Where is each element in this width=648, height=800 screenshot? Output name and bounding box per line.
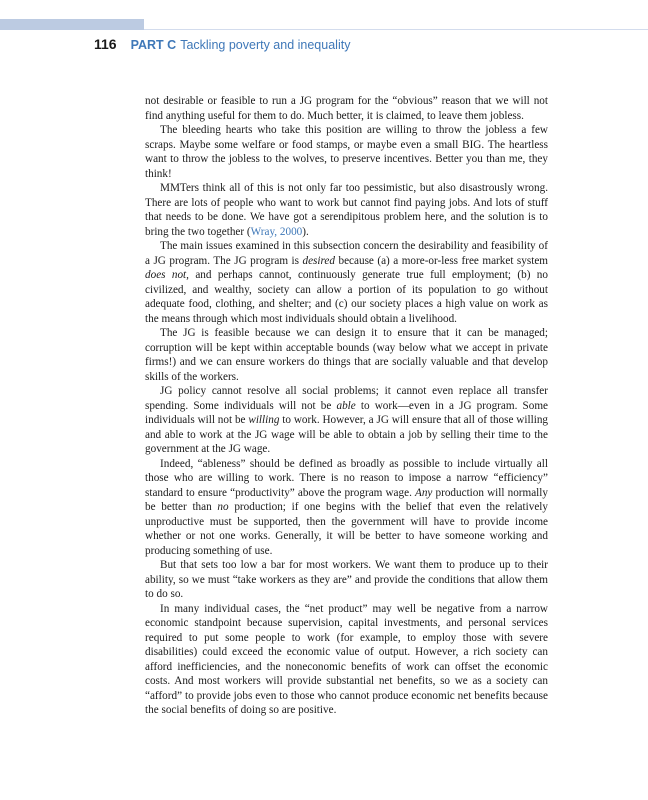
header-color-bar [0, 19, 144, 30]
paragraph [145, 457, 548, 559]
paragraph-text: The JG is feasible because we can design it to ensure that it can be managed; corruption will be kept within acceptable bounds (way below what we accept in private firms!) and we can ensure workers do things that are socially valuable and that develop skills of the workers. [145, 327, 548, 383]
body-text [145, 94, 548, 718]
paragraph-text: not desirable or feasible to run a JG program for the “obvious” reason that we will not find anything useful for them to do. Much better, it is claimed, to leave them jobless. [145, 95, 548, 122]
paragraph-text: production; if one begins with the belief that even the relatively unproductive must be supported, then the government will have to provide income whether or not one works. Generally, it will be better to have someone working and producing something of use. [145, 501, 548, 557]
page-number: 116 [94, 36, 117, 52]
paragraph [145, 123, 548, 181]
paragraph [145, 384, 548, 457]
paragraph-text: The main issues examined in this subsection concern the desirability and feasibility of a JG program. The JG program is [145, 240, 548, 267]
paragraph [145, 558, 548, 602]
paragraph [145, 602, 548, 718]
paragraph [145, 326, 548, 384]
paragraph-text: The bleeding hearts who take this position are willing to throw the jobless a few scraps. Maybe some welfare or food stamps, or maybe even a small BIG. The heartless want to throw the jobless to the wolves, to preserve incentives. Better you than me, they think! [145, 124, 548, 180]
paragraph [145, 239, 548, 326]
paragraph-text: production will normally be better than [145, 486, 548, 513]
paragraph-text: ). [302, 225, 309, 238]
part-title: Tackling poverty and inequality [180, 38, 351, 52]
emphasis-text: desired [302, 254, 335, 267]
paragraph [145, 181, 548, 239]
emphasis-text: no [217, 501, 229, 513]
emphasis-text: does not, [145, 269, 189, 281]
header-rule [144, 29, 648, 30]
emphasis-text: able [336, 399, 356, 412]
paragraph-text: But that sets too low a bar for most workers. We want them to produce up to their ability, so we must “take workers as they are” and provide the conditions that allow them to do so. [145, 559, 548, 600]
citation-link[interactable]: Wray, 2000 [250, 225, 303, 238]
paragraph-text: and perhaps cannot, continuously generate true full employment; (b) no civilized, and wealthy, society can allow a portion of its population to go without adequate food, clothing, and shelter; and (c) our society places a high value on work as the means through which most individuals should obtain a livelihood. [145, 269, 548, 325]
emphasis-text: Any [414, 486, 433, 499]
paragraph-text: MMTers think all of this is not only far too pessimistic, but also disastrously wrong. There are lots of people who want to work but cannot find paying jobs. And lots of stuff that needs to be done. We have got a serendipitous problem here, and the solution is to bring the two together ( [145, 182, 548, 238]
paragraph-text: Indeed, “ableness” should be defined as broadly as possible to include virtually all those who are willing to work. There is no reason to impose a narrow “efficiency” standard to ensure “productivity” above the program wage. [145, 457, 548, 499]
emphasis-text: willing [248, 414, 280, 426]
paragraph-continued [145, 94, 548, 123]
paragraph-text: to work—even in a JG program. Some individuals will not be [145, 399, 548, 426]
part-label: PART C [130, 38, 177, 52]
running-head [94, 35, 350, 54]
paragraph-text: In many individual cases, the “net product” may well be negative from a narrow economic standpoint because supervision, capital investments, and personal services required to put some people to work (for example, to employ those with severe disabilities) could exceed the economic value of output. However, a rich society can afford inefficiencies, and the noneconomic benefits of work can offset the economic costs. And most workers will provide substantial net benefits, so we as a society can “afford” to provide jobs even to those who cannot produce economic net benefits because the social benefits of doing so are positive. [145, 602, 548, 716]
paragraph-text: JG policy cannot resolve all social problems; it cannot even replace all transfer spending. Some individuals will not be [145, 385, 548, 412]
paragraph-text: to work. However, a JG will ensure that all of those willing and able to work at the JG wage will be able to obtain a job by selling their time to the government at the JG wage. [145, 414, 549, 455]
paragraph-text: because (a) a more-or-less free market system [335, 254, 548, 267]
